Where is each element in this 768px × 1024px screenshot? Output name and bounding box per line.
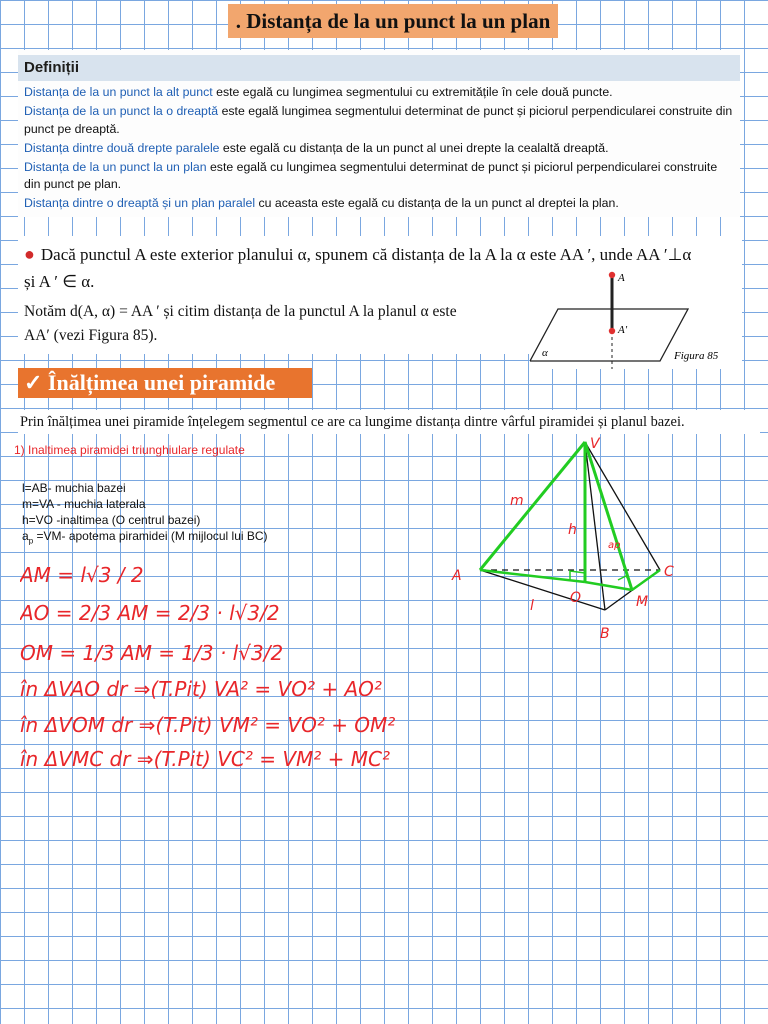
eq-vao: în ΔVAO dr ⇒(T.Pit) VA² = VO² + AO² <box>20 677 382 701</box>
definition-item: Distanța dintre o dreaptă și un plan paralel cu aceasta este egală cu distanța de la un punct al dreptei la plan. <box>24 196 619 210</box>
definitions-box <box>18 50 740 217</box>
note-line: h=VO -inaltimea (O centrul bazei) <box>22 513 201 527</box>
notes-red-title: 1) Inaltimea piramidei triunghiulare regulate <box>14 443 245 457</box>
fig-label-alpha: α <box>542 347 548 359</box>
point-plane-text: ● Dacă punctul A este exterior planului α, spunem că distanța de la A la α este AA ′, unde AA ′⊥α și A ′ ∈ α. <box>24 244 692 291</box>
eq-om: OM = 1/3 AM = 1/3 · l√3/2 <box>20 641 284 665</box>
definition-item: Distanța de la un punct la alt punct este egală cu lungimea segmentului cu extremitățile în cele două puncte. <box>24 85 613 99</box>
figure-85-drawing <box>530 265 742 369</box>
bullet-icon: ● <box>24 244 35 264</box>
eq-ao: AO = 2/3 AM = 2/3 · l√3/2 <box>20 601 280 625</box>
note-line: m=VA - muchia laterala <box>22 497 146 511</box>
eq-am: AM = l√3 / 2 <box>20 563 144 587</box>
fig-label-A: A <box>618 272 625 284</box>
section-title: ✓ Înălțimea unei piramide <box>18 368 312 398</box>
fig-caption: Figura 85 <box>674 350 719 362</box>
note-line: $a_p =VM-$ apotema piramidei (M mijlocul lui BC) <box>22 529 268 546</box>
label-c: C <box>664 564 674 580</box>
notation-text: Notăm d(A, α) = AA ′ și citim distanța de la punctul A la planul α este AA′ (vezi Figura 85). <box>24 303 457 344</box>
definition-item: Distanța dintre două drepte paralele este egală cu distanța de la un punct al unei drepte la cealaltă dreaptă. <box>24 140 609 155</box>
label-m: M <box>636 594 649 610</box>
label-o: O <box>570 590 582 606</box>
label-b: B <box>600 626 610 642</box>
label-a: A <box>452 568 462 584</box>
figure-85 <box>530 265 742 369</box>
eq-vom: în ΔVOM dr ⇒(T.Pit) VM² = VO² + OM² <box>20 713 396 737</box>
definition-item: Distanța de la un punct la un plan este egală cu lungimea segmentului determinat de punct și piciorul perpendicularei construite din punct pe plan. <box>24 159 718 191</box>
note-line: l=AB- muchia bazei <box>22 481 126 495</box>
definition-item: Distanța de la un punct la o dreaptă este egală lungimea segmentului determinat de punct și piciorul perpendicularei construite din punct pe dreaptă. <box>24 104 733 136</box>
notes-list <box>22 480 268 549</box>
notation-box <box>18 296 530 354</box>
fig-label-A-prime: A′ <box>618 324 628 336</box>
label-m-edge: m <box>510 493 524 509</box>
page-title: . Distanța de la un punct la un plan <box>228 4 558 38</box>
label-ap: ap <box>608 540 621 551</box>
definitions-heading: Definiții <box>18 55 740 81</box>
label-l: l <box>530 598 534 614</box>
label-h: h <box>568 522 577 538</box>
pyramid-height-definition: Prin înălțimea unei piramide înțelegem segmentul ce are ca lungime distanța dintre vârful piramidei și planul bazei. <box>20 414 685 430</box>
definitions-list <box>24 84 736 214</box>
pyramid-drawing <box>420 430 690 645</box>
eq-vmc: în ΔVMC dr ⇒(T.Pit) VC² = VM² + MC² <box>20 747 390 771</box>
label-v: V <box>590 436 600 452</box>
